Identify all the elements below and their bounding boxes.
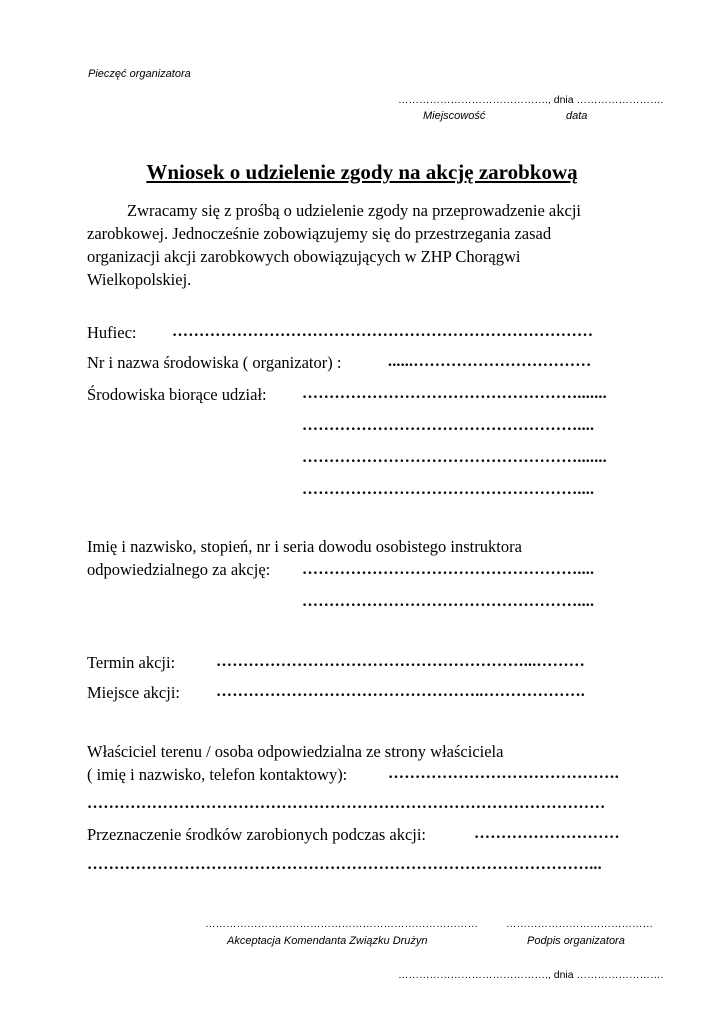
- participating-groups-fill-line[interactable]: ……………………………………………....: [302, 481, 595, 498]
- organizer-signature-label: Podpis organizatora: [527, 935, 625, 947]
- commander-signature-label: Akceptacja Komendanta Związku Drużyn: [227, 935, 428, 947]
- instructor-fill-line[interactable]: ……………………………………………....: [302, 561, 595, 578]
- participating-groups-label: Środowiska biorące udział:: [87, 385, 267, 404]
- participating-groups-fill-line[interactable]: …………………………………………….......: [302, 449, 607, 466]
- hufiec-fill-line[interactable]: ……………………………………………………………………: [172, 323, 594, 340]
- owner-fill-line-2[interactable]: ……………………………………………………………………………………: [87, 795, 606, 812]
- place-of-action-label: Miejsce akcji:: [87, 683, 181, 702]
- hufiec-label: Hufiec:: [87, 323, 137, 342]
- instructor-label: Imię i nazwisko, stopień, nr i seria dowodu osobistego instruktora: [87, 537, 522, 556]
- participating-groups-fill-line[interactable]: ……………………………………………....: [302, 417, 595, 434]
- document-title: Wniosek o udzielenie zgody na akcję zarobkową: [146, 160, 578, 184]
- instructor-label-cont: odpowiedzialnego za akcję:: [87, 560, 271, 579]
- owner-label-cont: ( imię i nazwisko, telefon kontaktowy):: [87, 765, 348, 784]
- organizer-fill-line[interactable]: ......……………………………: [388, 353, 592, 370]
- organizer-signature-line[interactable]: ……………………………………: [506, 918, 653, 930]
- owner-label: Właściciel terenu / osoba odpowiedzialna ze strony właściciela: [87, 742, 504, 761]
- funds-purpose-fill-line-2[interactable]: …………………………………………………………………………………...: [87, 856, 602, 873]
- intro-paragraph: Zwracamy się z prośbą o udzielenie zgody na przeprowadzenie akcji zarobkowej. Jednocześnie zobowiązujemy się do przestrzegania zasad organizacji akcji zarobkowych obowiązujących w ZHP Chorągwi Wielkopolskiej.: [87, 201, 581, 289]
- participating-groups-fill-line[interactable]: …………………………………………….......: [302, 385, 607, 402]
- date-of-action-label: Termin akcji:: [87, 653, 176, 672]
- instructor-fill-line[interactable]: ……………………………………………....: [302, 593, 595, 610]
- stamp-label: Pieczęć organizatora: [88, 68, 191, 80]
- bottom-place-date-line[interactable]: ……………………………………., dnia …………………….: [398, 969, 664, 981]
- organizer-label: Nr i nazwa środowiska ( organizator) :: [87, 353, 342, 372]
- date-of-action-fill-line[interactable]: …………………………………………………...………: [216, 653, 585, 670]
- place-label: Miejscowość: [423, 110, 486, 122]
- owner-fill-line[interactable]: …………………………………….: [388, 765, 619, 782]
- place-of-action-fill-line[interactable]: …………………………………………..……………….: [216, 683, 585, 700]
- date-label: data: [566, 110, 588, 122]
- place-date-line: ……………………………………., dnia …………………….: [398, 94, 664, 106]
- funds-purpose-label: Przeznaczenie środków zarobionych podczas akcji:: [87, 825, 427, 844]
- commander-signature-line[interactable]: ……………………………………………………………………: [205, 918, 478, 930]
- funds-purpose-fill-line[interactable]: ………………………: [474, 825, 620, 842]
